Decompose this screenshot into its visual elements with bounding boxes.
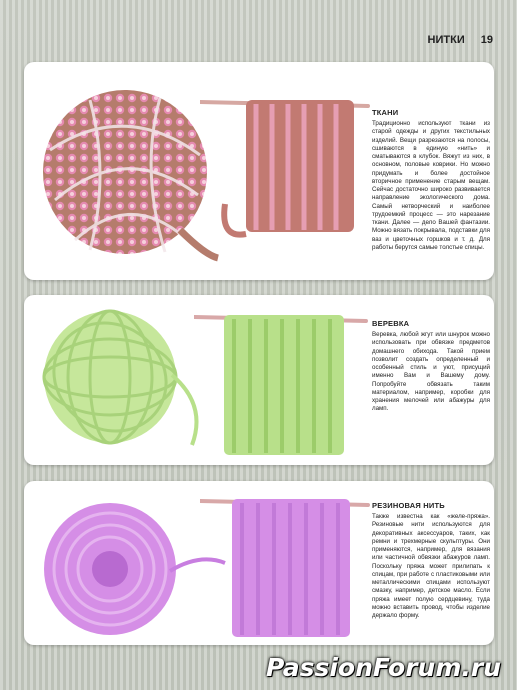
- rubber-body: Также известна как «желе-пряжа». Резиновые нити используются для декоративных аксессуаров, таких, как ремни и трехмерные скульптуры. Они применяются, например, для вязания или частичной обвязки абажуров ламп. Поскольку пряжа может прилипать к спицам, при работе с пластиковыми или металлическими спицами используют смазку, например, детское масло. Если пряжа имеет полую сердцевину, туда можно вставить провод, чтобы изделие держало форму.: [372, 513, 490, 619]
- rope-title: ВЕРЕВКА: [372, 319, 410, 328]
- knitting-needle-icon: [200, 84, 370, 244]
- rope-text: [372, 319, 490, 414]
- rubber-title: РЕЗИНОВАЯ НИТЬ: [372, 501, 445, 510]
- section-title: НИТКИ: [427, 34, 465, 46]
- fabric-panel: [24, 62, 494, 280]
- fabric-title: ТКАНИ: [372, 108, 399, 117]
- knitting-needle-icon: [194, 303, 369, 463]
- page-header: [428, 34, 493, 46]
- watermark: PassionForum.ru: [265, 653, 501, 682]
- page-number: 19: [480, 34, 493, 46]
- rubber-panel: [24, 481, 494, 645]
- rubber-text: [372, 501, 490, 620]
- fabric-ball-icon: [30, 80, 220, 270]
- fabric-body: Традиционно используют ткани из старой одежды и других текстильных изделий. Вещи разрезаются на полосы, сшиваются в единую «нить» и сматываются в клубок. Вяжут из них, в основном, половые коврики. Но можно придумать и более достойное вторичное применение старым вещам. Сейчас достаточно широко развивается направление экологического дома. Самый нетворческий и наиболее трудоемкий процесс — это нарезание ткани. Далее — дело Вашей фантазии. Можно вязать покрывала, подставки для ваз и цветочных горшков и т. д. Для работы берутся самые толстые спицы.: [372, 120, 490, 251]
- knitting-needle-icon: [200, 485, 370, 641]
- rope-panel: [24, 295, 494, 465]
- fabric-text: [372, 108, 490, 252]
- rope-body: Веревка, любой жгут или шнурок можно использовать при обвязке предметов домашнего обихода. Такой прием позволит создать определенный и особенный стиль и уют, присущий именно Вам и Вашему дому. Попробуйте обвязать таким материалом, например, коробки для хранения мелочей или абажуры для ламп.: [372, 331, 490, 413]
